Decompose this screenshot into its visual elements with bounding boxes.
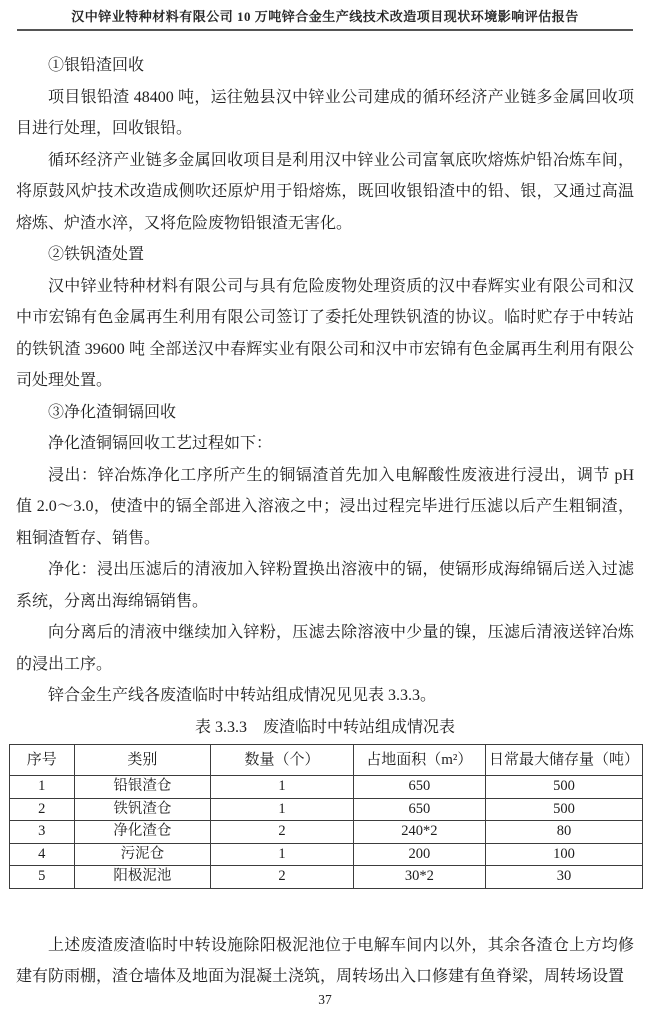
- cell-category: 铁钒渣仓: [74, 798, 211, 821]
- paragraph-nickel-removal: 向分离后的清液中继续加入锌粉，压滤去除溶液中少量的镍，压滤后清液送锌冶炼的浸出工序。: [16, 624, 634, 673]
- paragraph-purification: 净化：浸出压滤后的清液加入锌粉置换出溶液中的镉，使镉形成海绵镉后送入过滤系统，分离出海绵镉销售。: [16, 561, 634, 610]
- table-row: [10, 866, 643, 889]
- section-heading-iron-vanadium-slag: ②铁钒渣处置: [48, 246, 145, 263]
- column-header-max-storage: 日常最大储存量（吨）: [486, 745, 643, 776]
- cell-max-storage: 80: [486, 821, 643, 844]
- paragraph-iron-vanadium-slag: 汉中锌业特种材料有限公司与具有危险废物处理资质的汉中春辉实业有限公司和汉中市宏锦有色金属再生利用有限公司签订了委托处理铁钒渣的协议。临时贮存于中转站的铁钒渣 39600 吨 全部送汉中春辉实业有限公司和汉中市宏锦有色金属再生利用有限公司处理处置。: [16, 277, 634, 389]
- cell-count: 1: [211, 843, 353, 866]
- cell-seq: 3: [10, 821, 75, 844]
- cell-area: 30*2: [353, 866, 485, 889]
- cell-max-storage: 30: [486, 866, 643, 889]
- section-heading-silver-lead-slag: ①银铅渣回收: [48, 57, 145, 74]
- cell-seq: 4: [10, 843, 75, 866]
- cell-count: 2: [211, 866, 353, 889]
- column-header-count: 数量（个）: [211, 745, 353, 776]
- paragraph-silver-lead-slag-2: 循环经济产业链多金属回收项目是利用汉中锌业公司富氧底吹熔炼炉铅冶炼车间，将原鼓风炉技术改造成侧吹还原炉用于铅熔炼，既回收银铅渣中的铅、银，又通过高温熔炼、炉渣水淬，又将危险废物铅银渣无害化。: [16, 151, 634, 232]
- waste-transfer-station-table: [9, 744, 643, 889]
- cell-seq: 2: [10, 798, 75, 821]
- paragraph-closing: 上述废渣废渣临时中转设施除阳极泥池位于电解车间内以外，其余各渣仓上方均修建有防雨棚，渣仓墙体及地面为混凝土浇筑，周转场出入口修建有鱼脊梁，周转场设置: [16, 936, 634, 985]
- paragraph-table-reference: 锌合金生产线各废渣临时中转站组成情况见见表 3.3.3。: [48, 687, 437, 704]
- running-header-title: 汉中锌业特种材料有限公司 10 万吨锌合金生产线技术改造项目现状环境影响评估报告: [71, 9, 579, 24]
- header-rule: [17, 29, 633, 31]
- cell-category: 净化渣仓: [74, 821, 211, 844]
- cell-seq: 5: [10, 866, 75, 889]
- document-body: [16, 50, 639, 993]
- cell-area: 650: [353, 776, 485, 799]
- column-header-area: 占地面积（m²）: [353, 745, 485, 776]
- cell-area: 650: [353, 798, 485, 821]
- table-header-row: [10, 745, 643, 776]
- cell-max-storage: 500: [486, 776, 643, 799]
- cell-max-storage: 100: [486, 843, 643, 866]
- table-row: [10, 821, 643, 844]
- paragraph-silver-lead-slag-1: 项目银铅渣 48400 吨，运往勉县汉中锌业公司建成的循环经济产业链多金属回收项目进行处理，回收银铅。: [16, 88, 634, 137]
- cell-count: 2: [211, 821, 353, 844]
- table-row: [10, 776, 643, 799]
- page-number: 37: [318, 992, 332, 1007]
- cell-count: 1: [211, 798, 353, 821]
- cell-category: 阳极泥池: [74, 866, 211, 889]
- section-heading-purification-slag: ③净化渣铜镉回收: [48, 403, 177, 421]
- cell-max-storage: 500: [486, 798, 643, 821]
- cell-category: 铅银渣仓: [74, 776, 211, 799]
- table-row: [10, 843, 643, 866]
- cell-category: 污泥仓: [74, 843, 211, 866]
- cell-count: 1: [211, 776, 353, 799]
- column-header-category: 类别: [74, 745, 211, 776]
- cell-seq: 1: [10, 776, 75, 799]
- paragraph-leaching: 浸出：锌冶炼净化工序所产生的铜镉渣首先加入电解酸性废液进行浸出，调节 pH 值 2.0～3.0，使渣中的镉全部进入溶液之中；浸出过程完毕进行压滤以后产生粗铜渣，粗铜渣暂存、销售。: [16, 466, 634, 547]
- cell-area: 240*2: [353, 821, 485, 844]
- table-row: [10, 798, 643, 821]
- cell-area: 200: [353, 843, 485, 866]
- table-caption: 表 3.3.3 废渣临时中转站组成情况表: [194, 718, 455, 736]
- paragraph-process-intro: 净化渣铜镉回收工艺过程如下：: [48, 435, 273, 452]
- column-header-seq: 序号: [10, 745, 75, 776]
